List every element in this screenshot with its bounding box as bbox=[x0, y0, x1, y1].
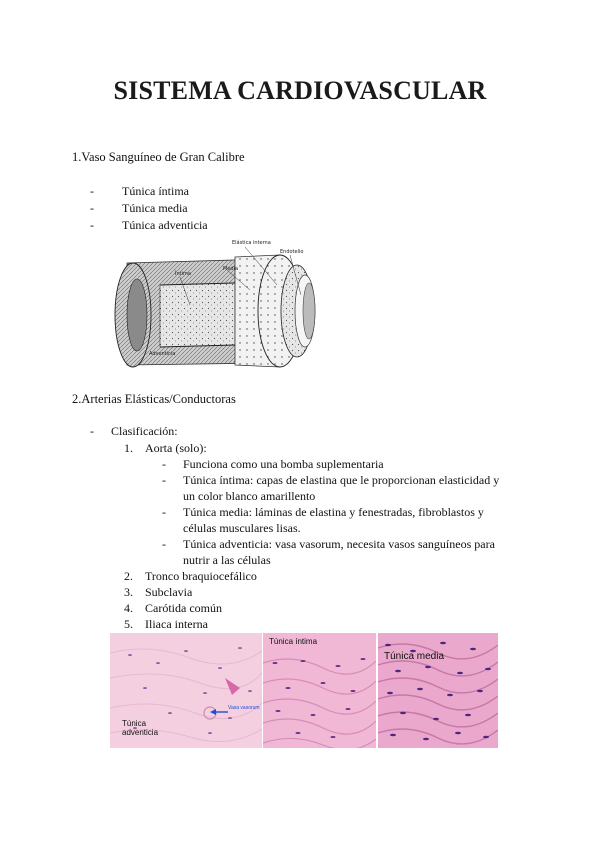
list-number: 3. bbox=[124, 585, 133, 599]
label-adventicia: Adventicia bbox=[149, 351, 176, 357]
histology-arrow-label: Vasa vasorum bbox=[228, 705, 260, 711]
artery-item bbox=[124, 584, 506, 600]
vessel-diagram bbox=[105, 235, 330, 370]
list-number: 2. bbox=[124, 569, 133, 583]
document-page: SISTEMA CARDIOVASCULAR 1.Vaso Sanguíneo de Gran Calibre - Túnica íntima - Túnica media - Túnica adventicia Elástica interna Endotelio Íntima Media Adventicia 2.Arterias Elásticas/Conductoras - Clasificación: 1. Aorta (solo): - Funciona como una bomba suplementaria - Túnica íntima: capas de elastina que le proporcionan elasticidad y un color blanco amarillento - Túnica media: láminas de elastina y fenestradas, fibroblastos y células musculares lisas. - Túnica adventicia: vasa vasorum, necesita vasos sanguíneos para nutrir a las células 2. Tronco braquiocefálico 3. Subclavia 4. Carótida común 5. Iliaca interna Túnica adventicia Vasa vasorum Túnica íntima Túnica media bbox=[0, 0, 600, 848]
histology-label-adventicia: Túnica adventicia bbox=[122, 719, 159, 737]
histology-adventicia-image bbox=[110, 633, 262, 748]
artery-name: Carótida común bbox=[145, 601, 222, 615]
histology-label-intima: Túnica íntima bbox=[269, 637, 318, 646]
arteries-list bbox=[124, 440, 506, 632]
artery-name: Iliaca interna bbox=[145, 617, 208, 631]
list-item: - Túnica adventicia bbox=[90, 217, 208, 234]
label-elastica-interna: Elástica interna bbox=[232, 240, 271, 246]
artery-name: Tronco braquiocefálico bbox=[145, 569, 257, 583]
list-item: - Túnica adventicia: vasa vasorum, necesita vasos sanguíneos para nutrir a las células bbox=[162, 536, 506, 568]
list-item: - Túnica media: láminas de elastina y fenestradas, fibroblastos y células musculares lisas. bbox=[162, 504, 506, 536]
artery-name: Aorta (solo): bbox=[145, 441, 207, 455]
artery-item bbox=[124, 568, 506, 584]
histology-media-image bbox=[378, 633, 498, 748]
tunicas-list bbox=[90, 183, 208, 234]
vessel-illustration bbox=[105, 235, 330, 370]
list-item: - Funciona como una bomba suplementaria bbox=[162, 456, 506, 472]
list-number: 4. bbox=[124, 601, 133, 615]
artery-item bbox=[124, 616, 506, 632]
page-title: SISTEMA CARDIOVASCULAR bbox=[113, 76, 487, 105]
artery-item-aorta bbox=[124, 440, 506, 568]
section-1-heading: 1.Vaso Sanguíneo de Gran Calibre bbox=[72, 150, 245, 164]
list-number: 1. bbox=[124, 441, 133, 455]
aorta-properties-list bbox=[162, 456, 506, 568]
label-media: Media bbox=[223, 266, 239, 272]
histology-label-media: Túnica media bbox=[384, 651, 445, 662]
artery-name: Subclavia bbox=[145, 585, 193, 599]
list-item: - Túnica íntima: capas de elastina que le proporcionan elasticidad y un color blanco amarillento bbox=[162, 472, 506, 504]
artery-item bbox=[124, 600, 506, 616]
label-intima: Íntima bbox=[175, 271, 191, 277]
list-item: - Túnica íntima bbox=[90, 183, 208, 200]
histology-intima-image bbox=[263, 633, 376, 748]
list-number: 5. bbox=[124, 617, 133, 631]
label-endotelio: Endotelio bbox=[280, 249, 304, 255]
section-2-heading: 2.Arterias Elásticas/Conductoras bbox=[72, 392, 236, 406]
list-item: - Túnica media bbox=[90, 200, 208, 217]
classification-label: Clasificación: bbox=[111, 424, 178, 438]
